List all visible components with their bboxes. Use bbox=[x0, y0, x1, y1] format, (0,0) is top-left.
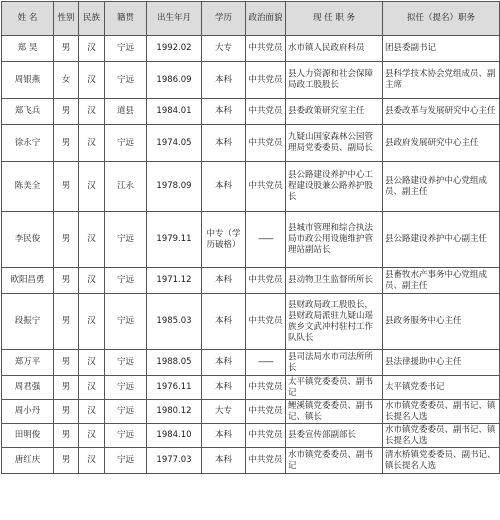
cell-ethnicity: 汉 bbox=[79, 212, 105, 268]
cell-political-status: 中共党员 bbox=[246, 294, 286, 350]
cell-name: 周小丹 bbox=[2, 400, 54, 424]
cell-name: 李民俊 bbox=[2, 212, 54, 268]
cell-proposed-position: 县畜牧水产事务中心党组成员、副主任 bbox=[383, 268, 500, 294]
cell-education: 本科 bbox=[202, 376, 246, 400]
cell-proposed-position: 水市镇党委委员、副书记、镇长提名人选 bbox=[383, 424, 500, 448]
table-row bbox=[2, 62, 500, 99]
cell-proposed-position: 县公路建设养护中心副主任 bbox=[383, 212, 500, 268]
cell-birth-date: 1977.03 bbox=[147, 448, 202, 474]
table-row bbox=[2, 268, 500, 294]
appointment-table-container bbox=[1, 1, 499, 474]
cell-native-place: 宁远 bbox=[105, 376, 147, 400]
cell-current-position: 县司法局水市司法所所长 bbox=[286, 350, 383, 376]
cell-proposed-position: 清水桥镇党委委员、副书记、镇长提名人选 bbox=[383, 448, 500, 474]
table-body bbox=[2, 36, 500, 474]
cell-political-status: 中共党员 bbox=[246, 162, 286, 212]
cell-name: 郑飞兵 bbox=[2, 99, 54, 125]
cell-political-status: —— bbox=[246, 350, 286, 376]
header-proposed-position: 拟任（提名）职务 bbox=[383, 2, 500, 36]
cell-native-place: 宁远 bbox=[105, 294, 147, 350]
header-gender: 性别 bbox=[54, 2, 79, 36]
table-row bbox=[2, 99, 500, 125]
cell-political-status: 中共党员 bbox=[246, 62, 286, 99]
cell-current-position: 县财政局政工股股长，县财政局派驻九疑山瑶族乡文武冲村驻村工作队队长 bbox=[286, 294, 383, 350]
table-row bbox=[2, 294, 500, 350]
table-row bbox=[2, 376, 500, 400]
table-row bbox=[2, 212, 500, 268]
table-row bbox=[2, 424, 500, 448]
cell-proposed-position: 县法律援助中心主任 bbox=[383, 350, 500, 376]
header-education: 学历 bbox=[202, 2, 246, 36]
cell-ethnicity: 汉 bbox=[79, 424, 105, 448]
cell-ethnicity: 汉 bbox=[79, 294, 105, 350]
cell-ethnicity: 汉 bbox=[79, 350, 105, 376]
cell-birth-date: 1986.09 bbox=[147, 62, 202, 99]
header-birth-date: 出生年月 bbox=[147, 2, 202, 36]
cell-proposed-position: 县政务服务中心主任 bbox=[383, 294, 500, 350]
cell-education: 中专（学历破格） bbox=[202, 212, 246, 268]
cell-ethnicity: 汉 bbox=[79, 62, 105, 99]
cell-ethnicity: 汉 bbox=[79, 162, 105, 212]
cell-proposed-position: 水市镇党委委员、副书记、镇长提名人选 bbox=[383, 400, 500, 424]
cell-birth-date: 1979.11 bbox=[147, 212, 202, 268]
cell-political-status: 中共党员 bbox=[246, 125, 286, 162]
cell-political-status: 中共党员 bbox=[246, 424, 286, 448]
cell-education: 本科 bbox=[202, 268, 246, 294]
header-political-status: 政治面貌 bbox=[246, 2, 286, 36]
cell-native-place: 宁远 bbox=[105, 36, 147, 62]
cell-birth-date: 1992.02 bbox=[147, 36, 202, 62]
cell-current-position: 鲤溪镇党委委员、副书记、镇长 bbox=[286, 400, 383, 424]
cell-political-status: —— bbox=[246, 212, 286, 268]
cell-native-place: 宁远 bbox=[105, 212, 147, 268]
cell-native-place: 宁远 bbox=[105, 424, 147, 448]
cell-birth-date: 1974.05 bbox=[147, 125, 202, 162]
cell-birth-date: 1980.12 bbox=[147, 400, 202, 424]
cell-education: 本科 bbox=[202, 125, 246, 162]
cell-gender: 男 bbox=[54, 376, 79, 400]
table-row bbox=[2, 162, 500, 212]
cell-gender: 男 bbox=[54, 294, 79, 350]
cell-native-place: 宁远 bbox=[105, 350, 147, 376]
cell-ethnicity: 汉 bbox=[79, 268, 105, 294]
cell-gender: 男 bbox=[54, 424, 79, 448]
cell-political-status: 中共党员 bbox=[246, 268, 286, 294]
cell-name: 周银燕 bbox=[2, 62, 54, 99]
cell-birth-date: 1984.01 bbox=[147, 99, 202, 125]
cell-current-position: 水市镇人民政府科员 bbox=[286, 36, 383, 62]
cell-birth-date: 1978.09 bbox=[147, 162, 202, 212]
cell-current-position: 县委政策研究室主任 bbox=[286, 99, 383, 125]
cell-political-status: 中共党员 bbox=[246, 99, 286, 125]
cell-native-place: 宁远 bbox=[105, 448, 147, 474]
cell-current-position: 水市镇党委委员、副书记 bbox=[286, 448, 383, 474]
cell-current-position: 县公路建设养护中心工程建设股兼公路养护股长 bbox=[286, 162, 383, 212]
cell-native-place: 道县 bbox=[105, 99, 147, 125]
cell-education: 大专 bbox=[202, 36, 246, 62]
cell-current-position: 县委宣传部副部长 bbox=[286, 424, 383, 448]
cell-current-position: 太平镇党委委员、副书记 bbox=[286, 376, 383, 400]
cell-education: 本科 bbox=[202, 424, 246, 448]
header-current-position: 现 任 职 务 bbox=[286, 2, 383, 36]
cell-current-position: 县人力资源和社会保障局政工股股长 bbox=[286, 62, 383, 99]
cell-current-position: 县城市管理和综合执法局市政公用设施维护管理站副站长 bbox=[286, 212, 383, 268]
cell-native-place: 宁远 bbox=[105, 400, 147, 424]
cell-education: 本科 bbox=[202, 350, 246, 376]
cell-proposed-position: 太平镇党委书记 bbox=[383, 376, 500, 400]
table-row bbox=[2, 350, 500, 376]
table-row bbox=[2, 36, 500, 62]
cell-birth-date: 1984.10 bbox=[147, 424, 202, 448]
cell-name: 徐永宁 bbox=[2, 125, 54, 162]
cell-gender: 女 bbox=[54, 62, 79, 99]
cell-current-position: 九疑山国家森林公园管理局党委委员、副局长 bbox=[286, 125, 383, 162]
header-name: 姓 名 bbox=[2, 2, 54, 36]
cell-current-position: 县动物卫生监督所所长 bbox=[286, 268, 383, 294]
cell-ethnicity: 汉 bbox=[79, 448, 105, 474]
cell-ethnicity: 汉 bbox=[79, 400, 105, 424]
cell-education: 大专 bbox=[202, 400, 246, 424]
cell-political-status: 中共党员 bbox=[246, 36, 286, 62]
cell-native-place: 江永 bbox=[105, 162, 147, 212]
table-row bbox=[2, 448, 500, 474]
cell-political-status: 中共党员 bbox=[246, 376, 286, 400]
cell-political-status: 中共党员 bbox=[246, 400, 286, 424]
cell-proposed-position: 县委改革与发展研究中心主任 bbox=[383, 99, 500, 125]
cell-name: 欧阳昌勇 bbox=[2, 268, 54, 294]
cell-proposed-position: 县政府发展研究中心主任 bbox=[383, 125, 500, 162]
cell-name: 郑万平 bbox=[2, 350, 54, 376]
cell-education: 本科 bbox=[202, 62, 246, 99]
cell-gender: 男 bbox=[54, 400, 79, 424]
cell-gender: 男 bbox=[54, 162, 79, 212]
header-ethnicity: 民族 bbox=[79, 2, 105, 36]
cell-ethnicity: 汉 bbox=[79, 99, 105, 125]
cell-ethnicity: 汉 bbox=[79, 36, 105, 62]
cell-education: 本科 bbox=[202, 99, 246, 125]
cell-gender: 男 bbox=[54, 448, 79, 474]
cell-birth-date: 1971.12 bbox=[147, 268, 202, 294]
cell-ethnicity: 汉 bbox=[79, 376, 105, 400]
cell-education: 本科 bbox=[202, 294, 246, 350]
cell-proposed-position: 县公路建设养护中心党组成员、副主任 bbox=[383, 162, 500, 212]
cell-birth-date: 1988.05 bbox=[147, 350, 202, 376]
cell-gender: 男 bbox=[54, 125, 79, 162]
cell-education: 本科 bbox=[202, 162, 246, 212]
cell-gender: 男 bbox=[54, 212, 79, 268]
cell-name: 唐红庆 bbox=[2, 448, 54, 474]
header-native-place: 籍贯 bbox=[105, 2, 147, 36]
table-row bbox=[2, 400, 500, 424]
cell-gender: 男 bbox=[54, 36, 79, 62]
cell-gender: 男 bbox=[54, 350, 79, 376]
cell-name: 陈美全 bbox=[2, 162, 54, 212]
cell-proposed-position: 县科学技术协会党组成员、副主席 bbox=[383, 62, 500, 99]
cell-political-status: 中共党员 bbox=[246, 448, 286, 474]
cell-native-place: 宁远 bbox=[105, 268, 147, 294]
table-row bbox=[2, 125, 500, 162]
cell-education: 本科 bbox=[202, 448, 246, 474]
appointment-table bbox=[1, 1, 500, 474]
cell-name: 段振宁 bbox=[2, 294, 54, 350]
cell-ethnicity: 汉 bbox=[79, 125, 105, 162]
cell-birth-date: 1985.03 bbox=[147, 294, 202, 350]
cell-native-place: 宁远 bbox=[105, 62, 147, 99]
cell-name: 郑 昊 bbox=[2, 36, 54, 62]
cell-name: 周君强 bbox=[2, 376, 54, 400]
cell-gender: 男 bbox=[54, 99, 79, 125]
cell-proposed-position: 团县委副书记 bbox=[383, 36, 500, 62]
cell-gender: 男 bbox=[54, 268, 79, 294]
cell-name: 田明俊 bbox=[2, 424, 54, 448]
header-row bbox=[2, 2, 500, 36]
cell-native-place: 宁远 bbox=[105, 125, 147, 162]
cell-birth-date: 1976.11 bbox=[147, 376, 202, 400]
